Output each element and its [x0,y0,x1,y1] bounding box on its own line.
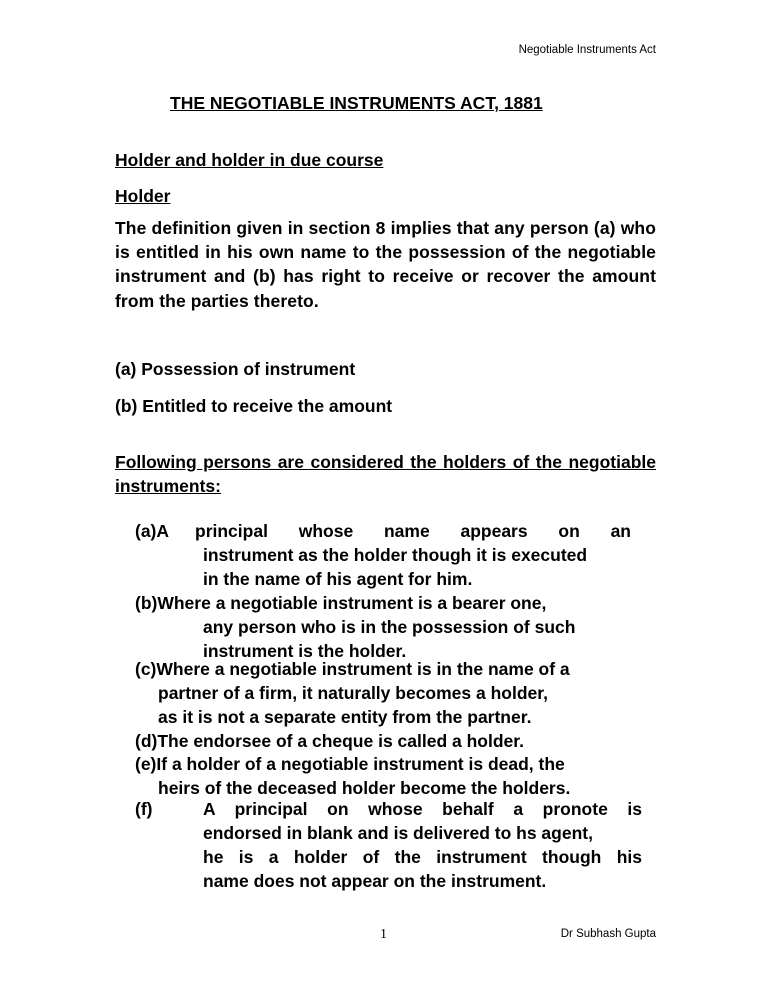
subheading-holder: Holder [115,186,171,206]
item-b-line3: instrument is the holder. [203,641,407,661]
item-f-label: (f) [135,799,153,819]
point-b: (b) Entitled to receive the amount [115,396,393,416]
section-heading: Holder and holder in due course [115,150,384,170]
item-c-line3: as it is not a separate entity from the partner. [158,707,532,727]
item-d-line1: (d)The endorsee of a cheque is called a holder. [135,731,524,751]
item-a-label: (a)A [135,521,170,541]
item-f-line4: name does not appear on the instrument. [203,871,547,891]
item-a-line1: principal whose name appears on an [195,521,631,541]
item-a-line3: in the name of his agent for him. [203,569,473,589]
page-number: 1 [380,927,387,942]
list-heading: Following persons are considered the holders of the negotiable instruments: [115,452,656,496]
item-c-line1: (c)Where a negotiable instrument is in the name of a [135,659,570,679]
item-f-line3: he is a holder of the instrument though his [203,847,642,867]
item-f-line1: A principal on whose behalf a pronote is [203,799,642,819]
item-b-line1: (b)Where a negotiable instrument is a bearer one, [135,593,547,613]
point-a: (a) Possession of instrument [115,359,356,379]
item-e-line1: (e)If a holder of a negotiable instrument is dead, the [135,754,565,774]
item-c-line2: partner of a firm, it naturally becomes a holder, [158,683,548,703]
footer-author: Dr Subhash Gupta [560,928,656,940]
running-header: Negotiable Instruments Act [518,44,656,56]
item-f-line2: endorsed in blank and is delivered to hs agent, [203,823,593,843]
item-e-line2: heirs of the deceased holder become the holders. [158,778,571,798]
item-a-line2: instrument as the holder though it is executed [203,545,588,565]
definition-paragraph: The definition given in section 8 implies that any person (a) who is entitled in his own name to the possession of the negotiable instrument and (b) has right to receive or recover the amount from the parties thereto. [115,218,656,311]
document-title: THE NEGOTIABLE INSTRUMENTS ACT, 1881 [170,93,543,113]
item-b-line2: any person who is in the possession of such [203,617,576,637]
